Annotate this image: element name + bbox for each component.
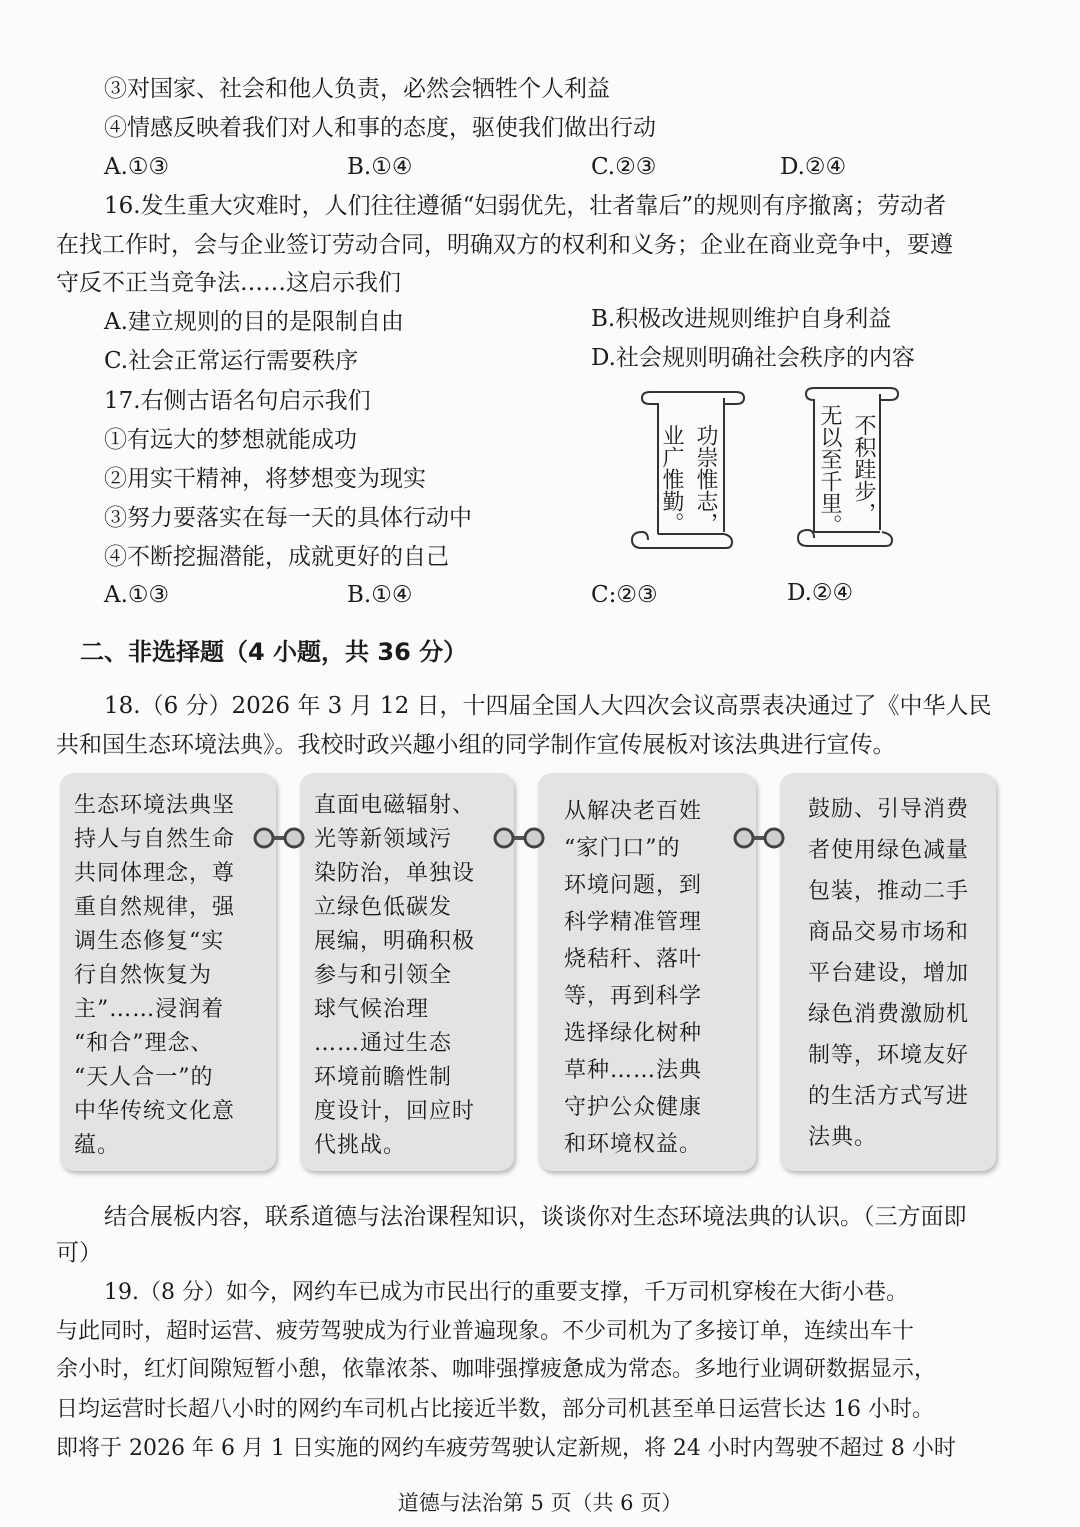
q19-line-2: 与此同时，超时运营、疲劳驾驶成为行业普遍现象。不少司机为了多接订单，连续出车十 xyxy=(56,1319,915,1344)
q16-option-a: A.建立规则的目的是限制自由 xyxy=(104,309,404,335)
card-text-line: 绿色消费激励机 xyxy=(808,1002,970,1027)
card-text-line: 展编，明确积极 xyxy=(314,929,476,954)
card-text-line: 立绿色低碳发 xyxy=(314,895,453,920)
card-text-line: ……通过生态 xyxy=(314,1031,453,1056)
card-text-line: 持人与自然生命 xyxy=(74,827,236,852)
scroll-1 xyxy=(628,384,748,556)
q17-item-4: ④不断挖掘潜能，成就更好的自己 xyxy=(104,544,449,570)
q19-line-1: 19.（8 分）如今，网约车已成为市民出行的重要支撑，千万司机穿梭在大街小巷。 xyxy=(104,1280,908,1305)
exhibit-card-2 xyxy=(300,773,514,1171)
card-text-line: “天人合一”的 xyxy=(74,1065,214,1090)
card-text-line: 主”……浸润着 xyxy=(74,997,225,1022)
card-text-line: 从解决老百姓 xyxy=(564,799,703,824)
card-text-line: 环境问题，到 xyxy=(564,873,703,898)
card-text-line: 守护公众健康 xyxy=(564,1095,703,1120)
card-text-line: 行自然恢复为 xyxy=(74,963,213,988)
card-text-line: 选择绿化树种 xyxy=(564,1021,703,1046)
card-text-line: 的生活方式写进 xyxy=(808,1084,970,1109)
card-text-line: 中华传统文化意 xyxy=(74,1099,236,1124)
q16-stem-line-3: 守反不正当竞争法……这启示我们 xyxy=(56,270,401,296)
q15-option-b: B.①④ xyxy=(347,154,413,180)
card-text-line: 生态环境法典坚 xyxy=(74,793,236,818)
q17-item-1: ①有远大的梦想就能成功 xyxy=(104,427,357,453)
exhibit-card-1 xyxy=(60,773,276,1171)
q17-stem: 17.右侧古语名句启示我们 xyxy=(104,388,371,414)
q19-line-4: 日均运营时长超八小时的网约车司机占比接近半数，部分司机甚至单日运营长达 16 小时。 xyxy=(56,1397,934,1422)
q16-stem-line-1: 16.发生重大灾难时，人们往往遵循“妇弱优先，壮者靠后”的规则有序撤离；劳动者 xyxy=(104,193,947,219)
q16-stem-line-2: 在找工作时，会与企业签订劳动合同，明确双方的权利和义务；企业在商业竞争中，要遵 xyxy=(56,232,953,258)
ring-link-icon xyxy=(732,825,786,851)
scroll-2 xyxy=(792,380,902,552)
card-text-line: 鼓励、引导消费 xyxy=(808,797,970,822)
q16-option-c: C.社会正常运行需要秩序 xyxy=(104,348,359,374)
q19-line-3: 余小时，红灯间隙短暂小憩，依靠浓茶、咖啡强撑疲惫成为常态。多地行业调研数据显示， xyxy=(56,1357,937,1382)
q15-option-d: D.②④ xyxy=(780,154,847,180)
q18-question-line-1: 结合展板内容，联系道德与法治课程知识，谈谈你对生态环境法典的认识。（三方面即 xyxy=(104,1204,967,1230)
q18-question-line-2: 可） xyxy=(56,1240,102,1266)
q16-option-b: B.积极改进规则维护自身利益 xyxy=(591,306,892,332)
scroll-frame-icon xyxy=(792,380,902,552)
q15-item-4: ④情感反映着我们对人和事的态度，驱使我们做出行动 xyxy=(104,115,656,141)
scroll-2-col-1: 不积跬步， xyxy=(851,414,876,524)
page-footer: 道德与法治第 5 页（共 6 页） xyxy=(397,1491,683,1515)
card-text-line: 草种……法典 xyxy=(564,1058,703,1083)
card-text-line: 光等新领域污 xyxy=(314,827,453,852)
section-heading: 二、非选择题（4 小题，共 36 分） xyxy=(80,638,468,666)
card-text-line: 烧秸秆、落叶 xyxy=(564,947,703,972)
card-text-line: 代挑战。 xyxy=(314,1133,407,1158)
card-text-line: 平台建设，增加 xyxy=(808,961,970,986)
card-text-line: 调生态修复“实 xyxy=(74,929,225,954)
q17-item-2: ②用实干精神，将梦想变为现实 xyxy=(104,466,426,492)
card-text-line: “家门口”的 xyxy=(564,836,681,861)
exhibit-card-3 xyxy=(538,773,756,1171)
card-text-line: 包装，推动二手 xyxy=(808,879,970,904)
q17-option-c: C:②③ xyxy=(591,582,658,608)
card-text-line: 科学精准管理 xyxy=(564,910,703,935)
card-text-line: 法典。 xyxy=(808,1125,878,1150)
scroll-2-col-2: 无以至千里。 xyxy=(817,404,842,536)
q17-option-d: D.②④ xyxy=(787,580,854,606)
q17-option-a: A.①③ xyxy=(104,582,170,608)
card-text-line: 等，再到科学 xyxy=(564,984,703,1009)
q15-option-a: A.①③ xyxy=(104,154,170,180)
q19-line-5: 即将于 2026 年 6 月 1 日实施的网约车疲劳驾驶认定新规，将 24 小时内驾驶不超过 8 小时 xyxy=(56,1436,956,1461)
ring-link-icon xyxy=(252,825,306,851)
exhibit-card-4 xyxy=(780,773,996,1171)
card-text-line: 商品交易市场和 xyxy=(808,920,970,945)
card-text-line: 球气候治理 xyxy=(314,997,430,1022)
q15-option-c: C.②③ xyxy=(591,154,657,180)
q18-stem-line-1: 18.（6 分）2026 年 3 月 12 日，十四届全国人大四次会议高票表决通过了《中华人民 xyxy=(104,693,992,719)
card-text-line: 参与和引领全 xyxy=(314,963,453,988)
scroll-1-col-1: 功崇惟志， xyxy=(693,424,718,534)
ring-link-icon xyxy=(492,825,546,851)
q17-item-3: ③努力要落实在每一天的具体行动中 xyxy=(104,505,472,531)
card-text-line: 环境前瞻性制 xyxy=(314,1065,453,1090)
card-text-line: 直面电磁辐射、 xyxy=(314,793,476,818)
card-text-line: 染防治，单独设 xyxy=(314,861,476,886)
scroll-frame-icon xyxy=(628,384,748,556)
q17-option-b: B.①④ xyxy=(347,582,413,608)
card-text-line: 重自然规律，强 xyxy=(74,895,236,920)
card-text-line: 制等，环境友好 xyxy=(808,1043,970,1068)
q16-option-d: D.社会规则明确社会秩序的内容 xyxy=(591,345,915,371)
scroll-1-col-2: 业广惟勤。 xyxy=(659,424,684,534)
card-text-line: 共同体理念，尊 xyxy=(74,861,236,886)
card-text-line: 和环境权益。 xyxy=(564,1132,703,1157)
card-text-line: 者使用绿色减量 xyxy=(808,838,970,863)
card-text-line: 蕴。 xyxy=(74,1133,121,1158)
q15-item-3: ③对国家、社会和他人负责，必然会牺牲个人利益 xyxy=(104,76,610,102)
q18-stem-line-2: 共和国生态环境法典》。我校时政兴趣小组的同学制作宣传展板对该法典进行宣传。 xyxy=(56,732,896,758)
card-text-line: “和合”理念、 xyxy=(74,1031,214,1056)
card-text-line: 度设计，回应时 xyxy=(314,1099,476,1124)
